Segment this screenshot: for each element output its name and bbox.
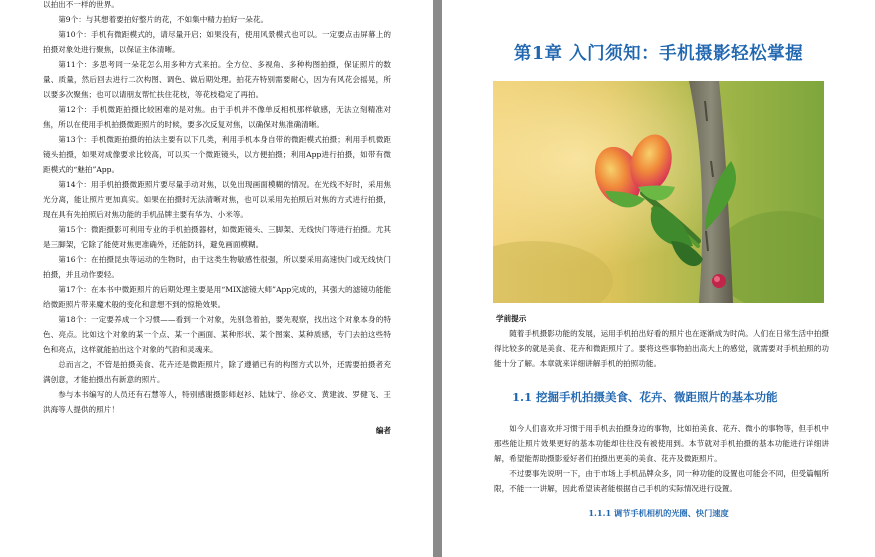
subsection-title: 1.1.1 调节手机相机的光圈、快门速度	[588, 508, 729, 518]
section-paragraph-2: 不过要事先说明一下，由于市场上手机品牌众多，同一种功能的设置也可能会不同，但受篇幅所限，不能一一讲解，因此希望读者能根据自己手机的实际情况进行设置。	[494, 469, 829, 493]
tip-heading: 学前提示	[496, 314, 527, 323]
paragraph-tip-10: 第10个：手机有微距模式的，请尽量开启；如果没有，使用风景模式也可以。一定要点击屏幕上的拍摄对象处进行聚焦，以保证主体清晰。	[43, 30, 391, 54]
paragraph-tip-18: 第18个：一定要养成一个习惯——看到一个对象，先别急着拍，要先观察，找出这个对象本身的特色、亮点。比如这个对象的某一个点、某一个画面、某种形状、某个图案、某种质感，专门去拍这些特色和亮点，这样就能拍出这个对象的气韵和灵魂来。	[43, 315, 391, 354]
section-title: 1.1 挖掘手机拍摄美食、花卉、微距照片的基本功能	[512, 390, 778, 404]
paragraph-tip-16: 第16个：在拍摄昆虫等运动的生物时，由于这类生物敏感性很强，所以要采用高速快门或无线快门拍摄，并且动作要轻。	[43, 255, 391, 279]
left-page	[0, 0, 433, 557]
paragraph-tip-15: 第15个：微距摄影可利用专业的手机拍摄器材，如微距镜头、三脚架、无线快门等进行拍摄。尤其是三脚架，它除了能使对焦更准确外，还能防抖，避免画面模糊。	[43, 225, 391, 249]
paragraph-intro-tail: 以拍出不一样的世界。	[43, 0, 119, 9]
paragraph-tip-9: 第9个：与其想着要拍好整片的花，不如集中精力拍好一朵花。	[58, 15, 269, 24]
paragraph-tip-17: 第17个：在本书中微距照片的后期处理主要是用“MIX滤镜大师”App完成的，其强大的滤镜功能能给微距照片带来魔术般的变化和意想不到的惊艳效果。	[43, 285, 391, 309]
paragraph-tip-14: 第14个：用手机拍摄微距照片要尽量手动对焦，以免出现画面模糊的情况。在光线不好时，采用焦光分离，能让照片更加真实。如果在拍摄时无法清晰对焦，也可以采用先拍照后对焦的方式进行拍摄，现在具有先拍照后对焦功能的手机品牌主要有华为、小米等。	[43, 180, 391, 219]
paragraph-acknowledgement: 参与本书编写的人员还有石慧等人，特别感谢摄影师赵衫、陆妹宁、徐必文、黄建波、罗健飞、王洪海等人提供的照片！	[43, 390, 391, 414]
tip-text: 随着手机摄影功能的发展，运用手机拍出好看的照片也在逐渐成为时尚。人们在日常生活中拍摄得比较多的就是美食、花卉和微距照片了。要将这些事物拍出高大上的感觉，就需要对手机拍照的功能十分了解。本章就来详细讲解手机的拍照功能。	[494, 329, 829, 368]
flower-bud-photo	[493, 81, 824, 303]
paragraph-tip-11: 第11个：多思考同一朵花怎么用多种方式来拍。全方位、多视角、多种构图拍摄，保证照片的数量、质量，然后回去进行二次构图、调色、做后期处理。拍花卉特别需要耐心，因为有风花会摇晃，所以要多次聚焦；也可以请朋友帮忙扶住花枝，等花枝稳定了再拍。	[43, 60, 391, 99]
paragraph-tip-13: 第13个：手机微距拍摄的拍法主要有以下几类，利用手机本身自带的微距模式拍摄；利用手机微距镜头拍摄，如果对成像要求比较高，可以买一个微距镜头，以方便拍摄；利用App进行拍摄，如带有微距模式的“魅拍”App。	[43, 135, 391, 174]
editor-signature: 编者	[375, 426, 391, 435]
section-paragraph-1: 如今人们喜欢并习惯于用手机去拍摄身边的事物，比如拍美食、花卉、微小的事物等，但手机中那些能让照片效果更好的基本功能却往往没有被使用到。本节就对手机拍摄的基本功能进行详细讲解，希望能帮助摄影爱好者们拍摄出更美的美食、花卉及微距照片。	[494, 424, 829, 463]
right-page	[442, 0, 875, 557]
paragraph-summary: 总而言之，不管是拍摄美食、花卉还是微距照片，除了遵循已有的构图方式以外，还需要拍摄者充满创意，才能拍摄出有新意的照片。	[43, 360, 391, 384]
chapter-title: 第1章 入门须知：手机摄影轻松掌握	[513, 44, 804, 64]
paragraph-tip-12: 第12个：手机微距拍摄比较困难的是对焦。由于手机并不像单反相机那样敏感，无法立刻精准对焦，所以在使用手机拍摄微距照片的时候，要多次反复对焦，以确保对焦准确清晰。	[43, 105, 391, 129]
